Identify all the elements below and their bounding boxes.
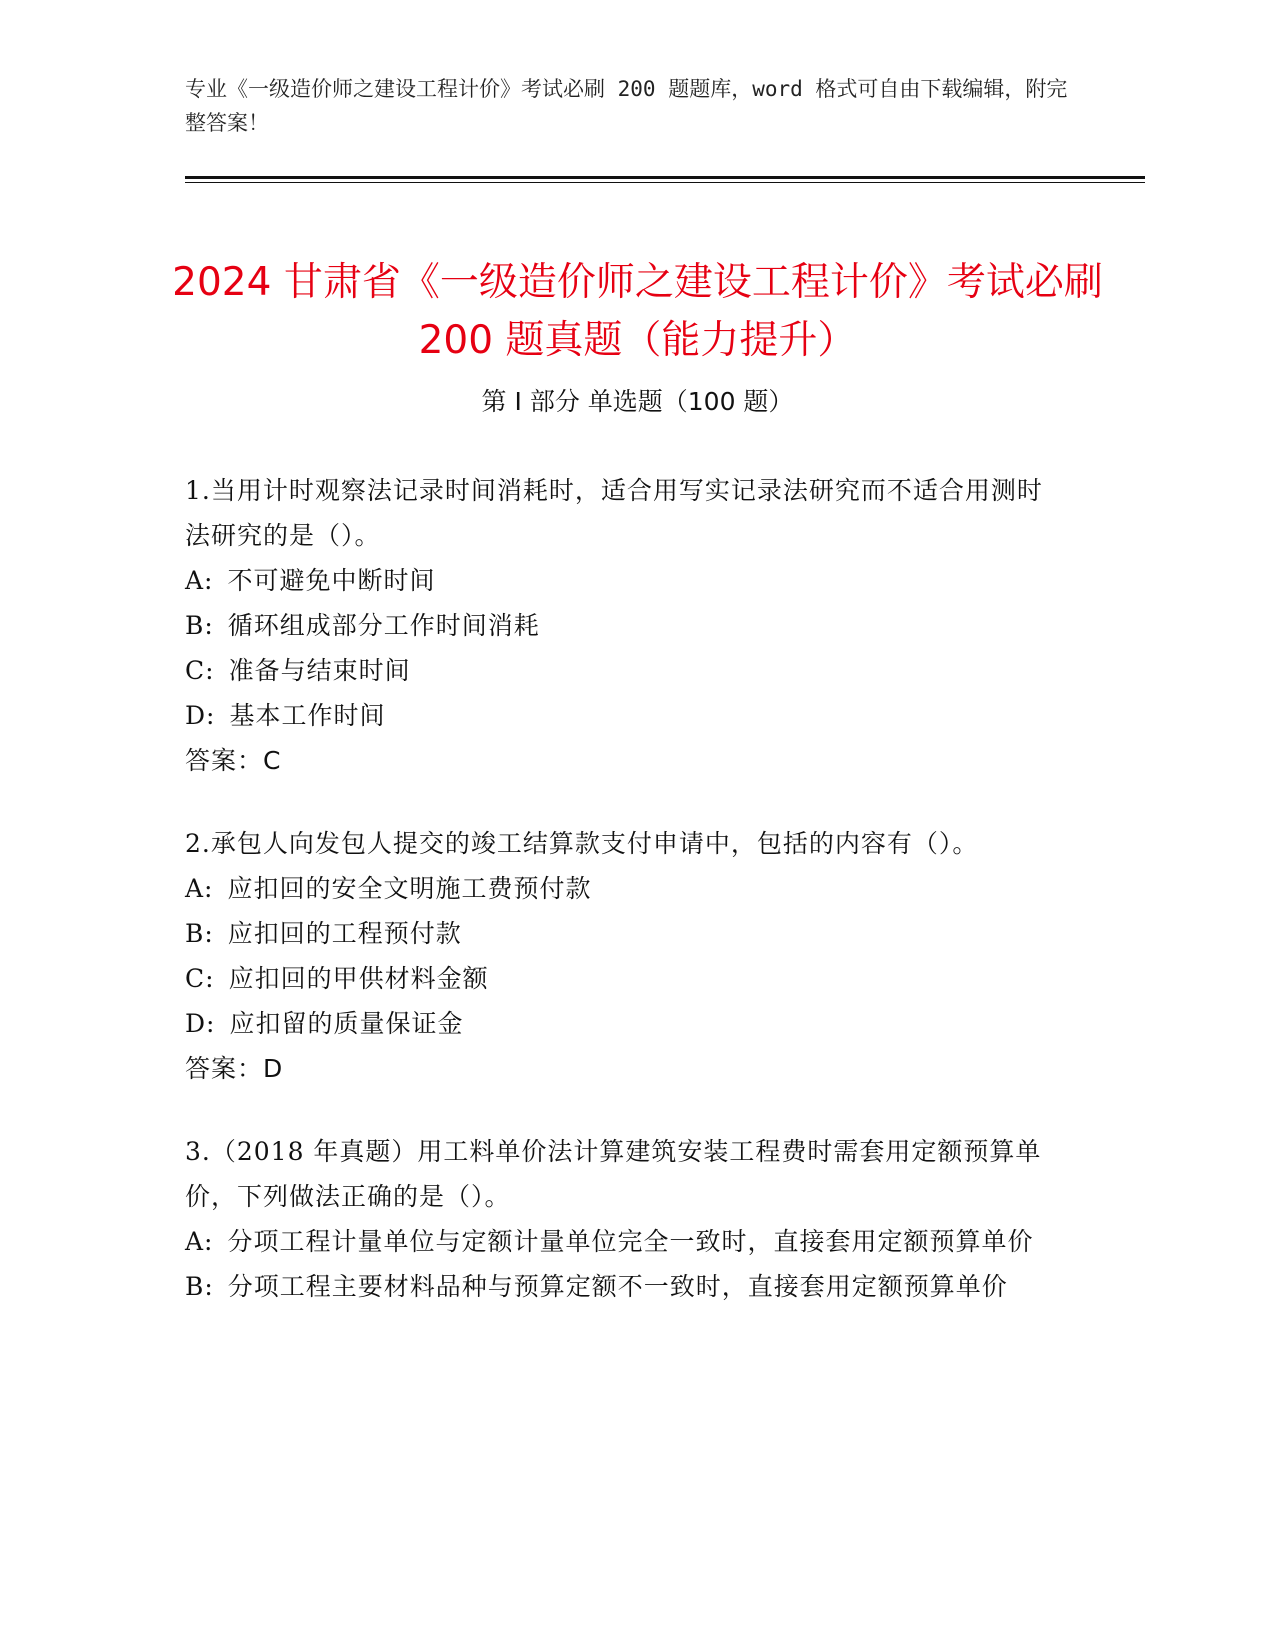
- question-2: [185, 821, 1065, 1091]
- option-b: [185, 1264, 1065, 1309]
- header-divider-thick: [185, 176, 1145, 179]
- option-b: [185, 911, 1065, 956]
- option-text: 应扣回的安全文明施工费预付款: [227, 874, 592, 903]
- option-letter: A:: [185, 1227, 214, 1256]
- header-note: 专业《一级造价师之建设工程计价》考试必刷 200 题题库，word 格式可自由下载编辑，附完整答案！: [185, 77, 1068, 135]
- option-text: 分项工程主要材料品种与预算定额不一致时，直接套用定额预算单价: [227, 1272, 1008, 1301]
- option-a: [185, 1219, 1065, 1264]
- document-title: 2024 甘肃省《一级造价师之建设工程计价》考试必刷 200 题真题（能力提升）: [172, 260, 1103, 364]
- option-text: 应扣回的工程预付款: [227, 919, 462, 948]
- option-letter: A:: [185, 874, 214, 903]
- question-stem: 2.承包人向发包人提交的竣工结算款支付申请中，包括的内容有（）。: [185, 829, 979, 858]
- option-text: 不可避免中断时间: [227, 566, 436, 595]
- question-3: [185, 1129, 1065, 1309]
- question-stem: 1.当用计时观察法记录时间消耗时，适合用写实记录法研究而不适合用测时法研究的是（）。: [185, 476, 1043, 550]
- header-divider-thin: [185, 182, 1145, 183]
- option-text: 应扣回的甲供材料金额: [228, 964, 489, 993]
- option-text: 应扣留的质量保证金: [229, 1009, 464, 1038]
- option-letter: A:: [185, 566, 214, 595]
- option-text: 基本工作时间: [229, 701, 386, 730]
- option-text: 准备与结束时间: [228, 656, 411, 685]
- option-a: [185, 866, 1065, 911]
- option-letter: B:: [185, 1272, 214, 1301]
- option-text: 循环组成部分工作时间消耗: [227, 611, 540, 640]
- option-a: [185, 558, 1065, 603]
- option-letter: D:: [185, 1009, 216, 1038]
- option-d: [185, 1001, 1065, 1046]
- option-b: [185, 603, 1065, 648]
- option-d: [185, 693, 1065, 738]
- option-letter: C:: [185, 656, 215, 685]
- question-list: [185, 468, 1065, 1347]
- answer-line: 答案：D: [185, 1054, 284, 1083]
- option-text: 分项工程计量单位与定额计量单位完全一致时，直接套用定额预算单价: [227, 1227, 1034, 1256]
- option-letter: B:: [185, 611, 214, 640]
- section-heading: 第 I 部分 单选题（100 题）: [481, 387, 794, 416]
- question-stem: 3.（2018 年真题）用工料单价法计算建筑安装工程费时需套用定额预算单价，下列做法正确的是（）。: [185, 1137, 1042, 1211]
- answer-line: 答案：C: [185, 746, 282, 775]
- option-c: [185, 648, 1065, 693]
- option-letter: B:: [185, 919, 214, 948]
- option-letter: C:: [185, 964, 215, 993]
- option-c: [185, 956, 1065, 1001]
- option-letter: D:: [185, 701, 216, 730]
- question-1: [185, 468, 1065, 783]
